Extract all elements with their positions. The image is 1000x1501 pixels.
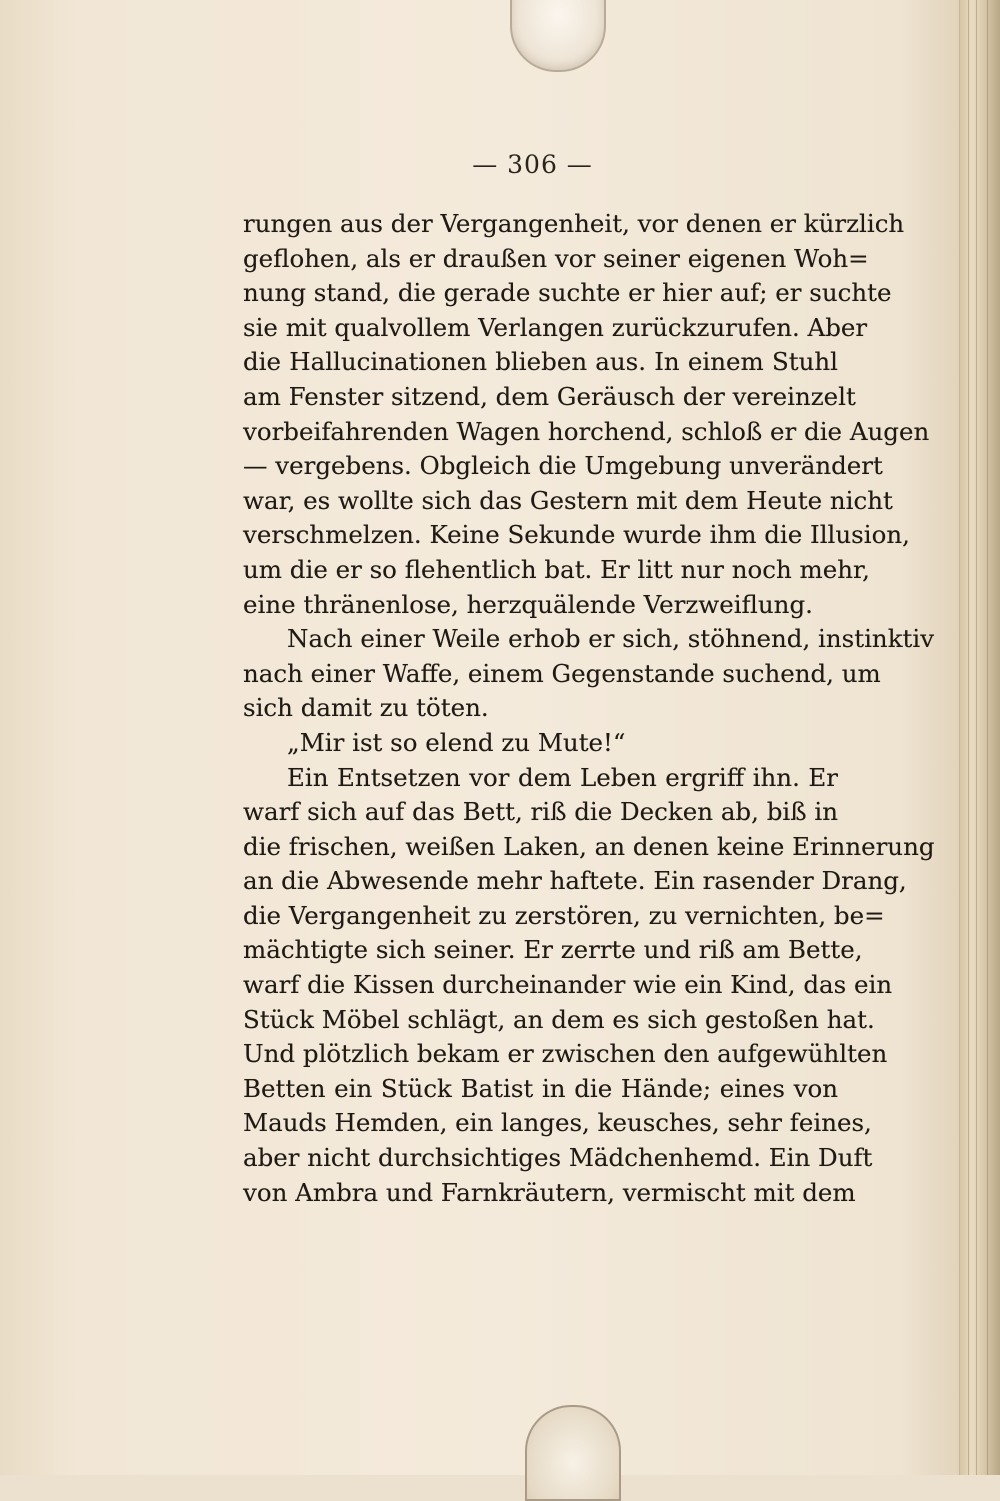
bottom-clip-mark [525,1405,621,1501]
text-line: an die Abwesende mehr haftete. Ein rasender Drang, [243,866,907,896]
text-line: Nach einer Weile erhob er sich, stöhnend, instinktiv [287,624,935,654]
text-line: rungen aus der Vergangenheit, vor denen er kürzlich [243,209,905,238]
text-line: die frischen, weißen Laken, an denen keine Erinnerung [243,831,935,861]
text-line: Ein Entsetzen vor dem Leben ergriff ihn. Er [287,762,838,792]
text-line: sie mit qualvollem Verlangen zurückzurufen. Aber [243,312,868,342]
text-line: geflohen, als er draußen vor seiner eigenen Woh= [243,243,869,273]
text-line: von Ambra und Farnkräutern, vermischt mit dem [243,1177,856,1207]
text-line: sich damit zu töten. [243,693,489,723]
text-line: Und plötzlich bekam er zwischen den aufgewühlten [243,1039,888,1069]
text-line: war, es wollte sich das Gestern mit dem Heute nicht [243,485,893,515]
text-line: die Hallucinationen blieben aus. In einem Stuhl [243,347,838,377]
text-line: warf sich auf das Bett, riß die Decken ab, biß in [243,797,838,827]
body-text [243,207,935,1210]
text-line: am Fenster sitzend, dem Geräusch der vereinzelt [243,381,856,411]
text-line: aber nicht durchsichtiges Mädchenhemd. Ein Duft [243,1143,873,1173]
text-line: vorbeifahrenden Wagen horchend, schloß er die Augen [243,416,930,446]
text-line: „Mir ist so elend zu Mute!“ [287,727,626,757]
page-number: — 306 — [472,150,593,179]
text-line: nung stand, die gerade suchte er hier auf; er suchte [243,278,892,308]
text-line: warf die Kissen durcheinander wie ein Kind, das ein [243,970,893,1000]
text-line: eine thränenlose, herzquälende Verzweiflung. [243,589,813,619]
text-line: nach einer Waffe, einem Gegenstande suchend, um [243,658,881,688]
text-line: verschmelzen. Keine Sekunde wurde ihm die Illusion, [243,520,910,550]
text-line: um die er so flehentlich bat. Er litt nur noch mehr, [243,554,870,584]
page-edge [959,0,1000,1475]
text-line: mächtigte sich seiner. Er zerrte und riß am Bette, [243,935,863,965]
text-line: die Vergangenheit zu zerstören, zu vernichten, be= [243,900,885,930]
text-line: — vergebens. Obgleich die Umgebung unverändert [243,451,883,481]
text-line: Betten ein Stück Batist in die Hände; eines von [243,1073,838,1103]
text-line: Mauds Hemden, ein langes, keusches, sehr feines, [243,1108,872,1138]
text-line: Stück Möbel schlägt, an dem es sich gestoßen hat. [243,1004,875,1034]
